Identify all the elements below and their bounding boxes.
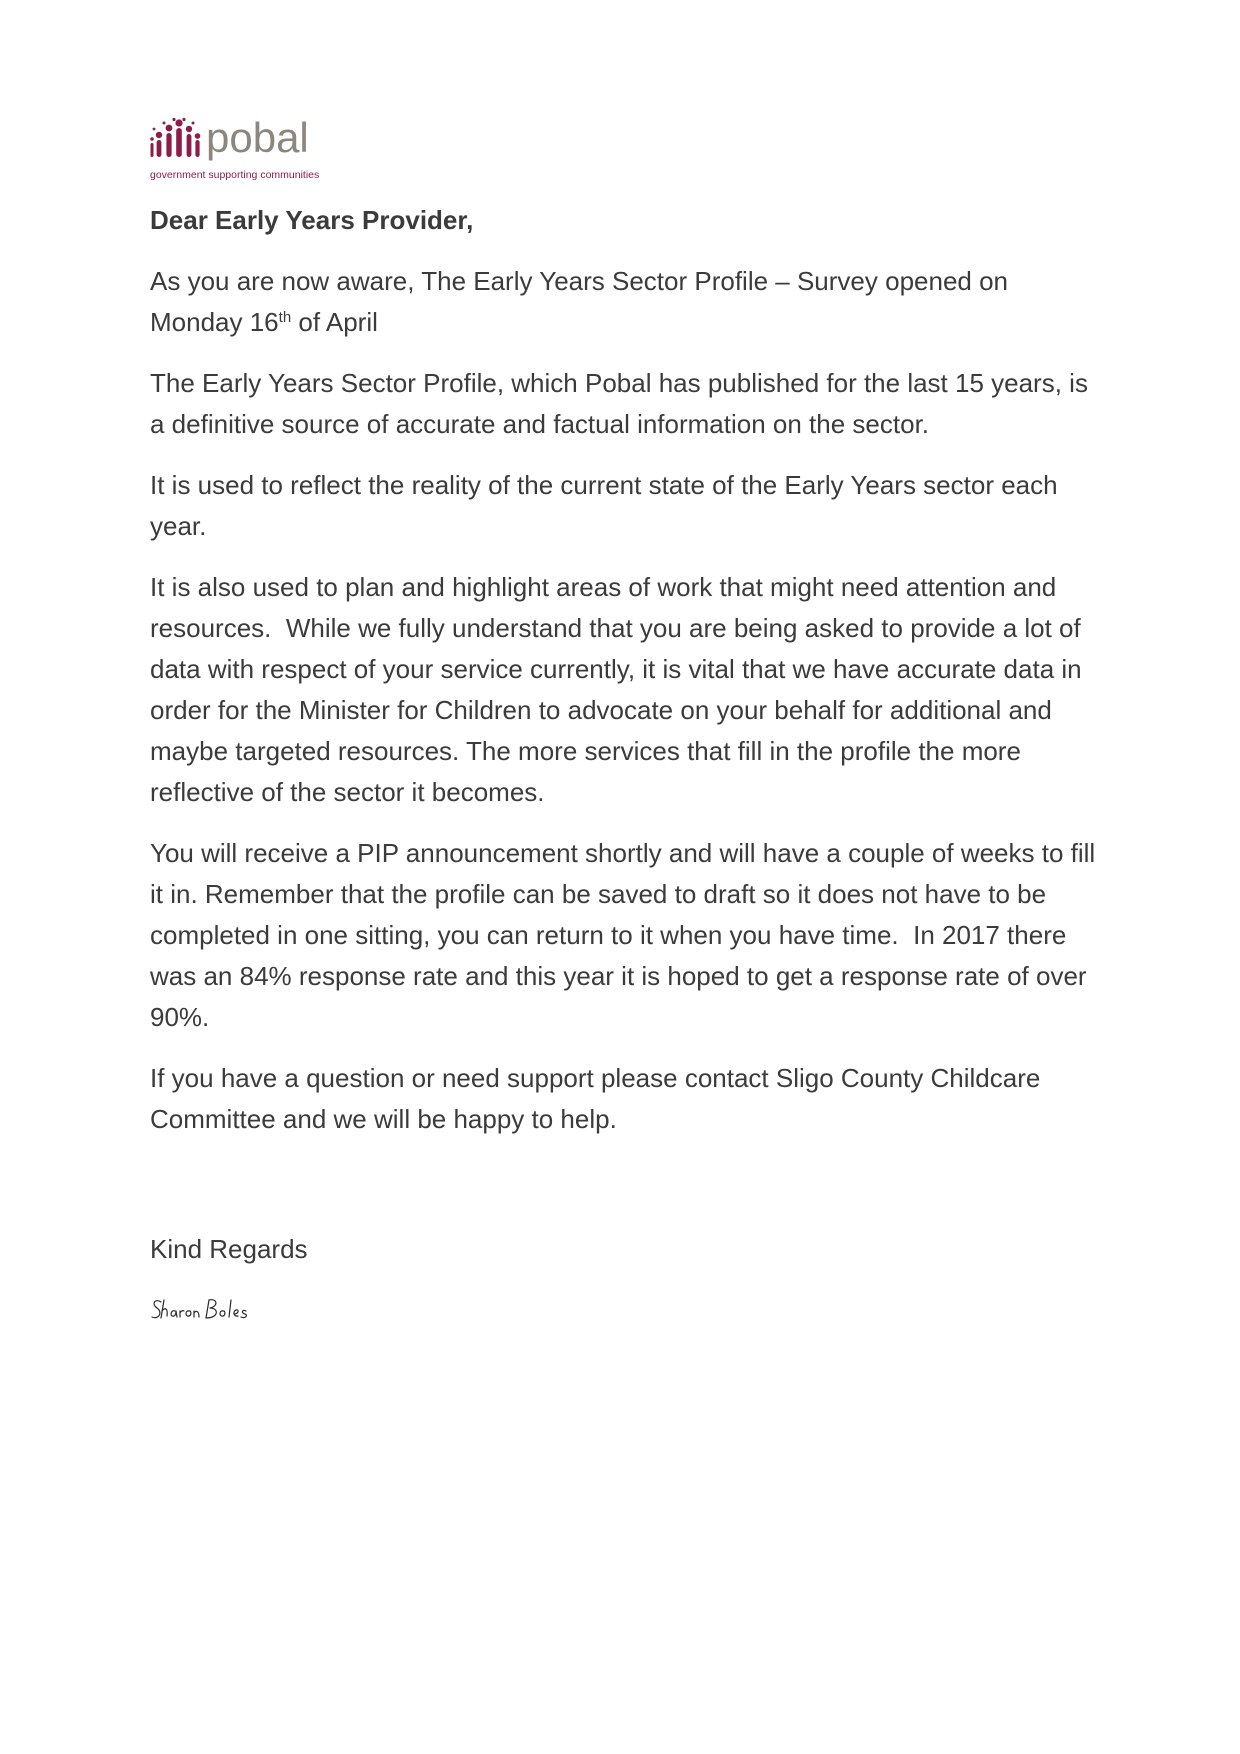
ordinal-suffix: th [278, 309, 292, 326]
logo-wordmark: pobal [206, 117, 309, 161]
paragraph-plan-resources: It is also used to plan and highlight areas of work that might need attention and resources. While we fully understand that you are being asked to provide a lot of data with respect of your service currently, it is vital that we have accurate data in order for the Minister for Children to advocate on your behalf for additional and maybe targeted resources. The more services that fill in the profile the more reflective of the sector it becomes. [150, 572, 1082, 807]
signature-drawing [149, 1290, 259, 1330]
logo-tagline: government supporting communities [150, 169, 320, 181]
paragraph-pip-announcement: You will receive a PIP announcement shortly and will have a couple of weeks to fill it in. Remember that the profile can be saved to draft so it does not have to be completed in one sitting, you can return to it when you have time. In 2017 there was an 84% response rate and this year it is hoped to get a response rate of over 90%. [150, 838, 1096, 1032]
letter-body [150, 200, 1100, 1160]
closing-regards: Kind Regards [150, 1234, 308, 1264]
pobal-logo-graphic [148, 117, 348, 189]
pobal-logo [148, 117, 348, 189]
paragraph-contact-support: If you have a question or need support please contact Sligo County Childcare Committee and we will be happy to help. [150, 1063, 1041, 1134]
salutation: Dear Early Years Provider, [150, 205, 474, 235]
handwritten-signature [149, 1290, 259, 1330]
paragraph-reflect-reality: It is used to reflect the reality of the current state of the Early Years sector each year. [150, 470, 1058, 541]
people-emblem-icon [150, 118, 200, 157]
paragraph-survey-opened [150, 261, 1100, 343]
paragraph-survey-opened-text: As you are now aware, The Early Years Sector Profile – Survey opened on Monday 16 [150, 266, 1009, 337]
paragraph-profile-description: The Early Years Sector Profile, which Pobal has published for the last 15 years, is a definitive source of accurate and factual information on the sector. [150, 368, 1088, 439]
paragraph-survey-opened-tail: of April [291, 307, 378, 337]
